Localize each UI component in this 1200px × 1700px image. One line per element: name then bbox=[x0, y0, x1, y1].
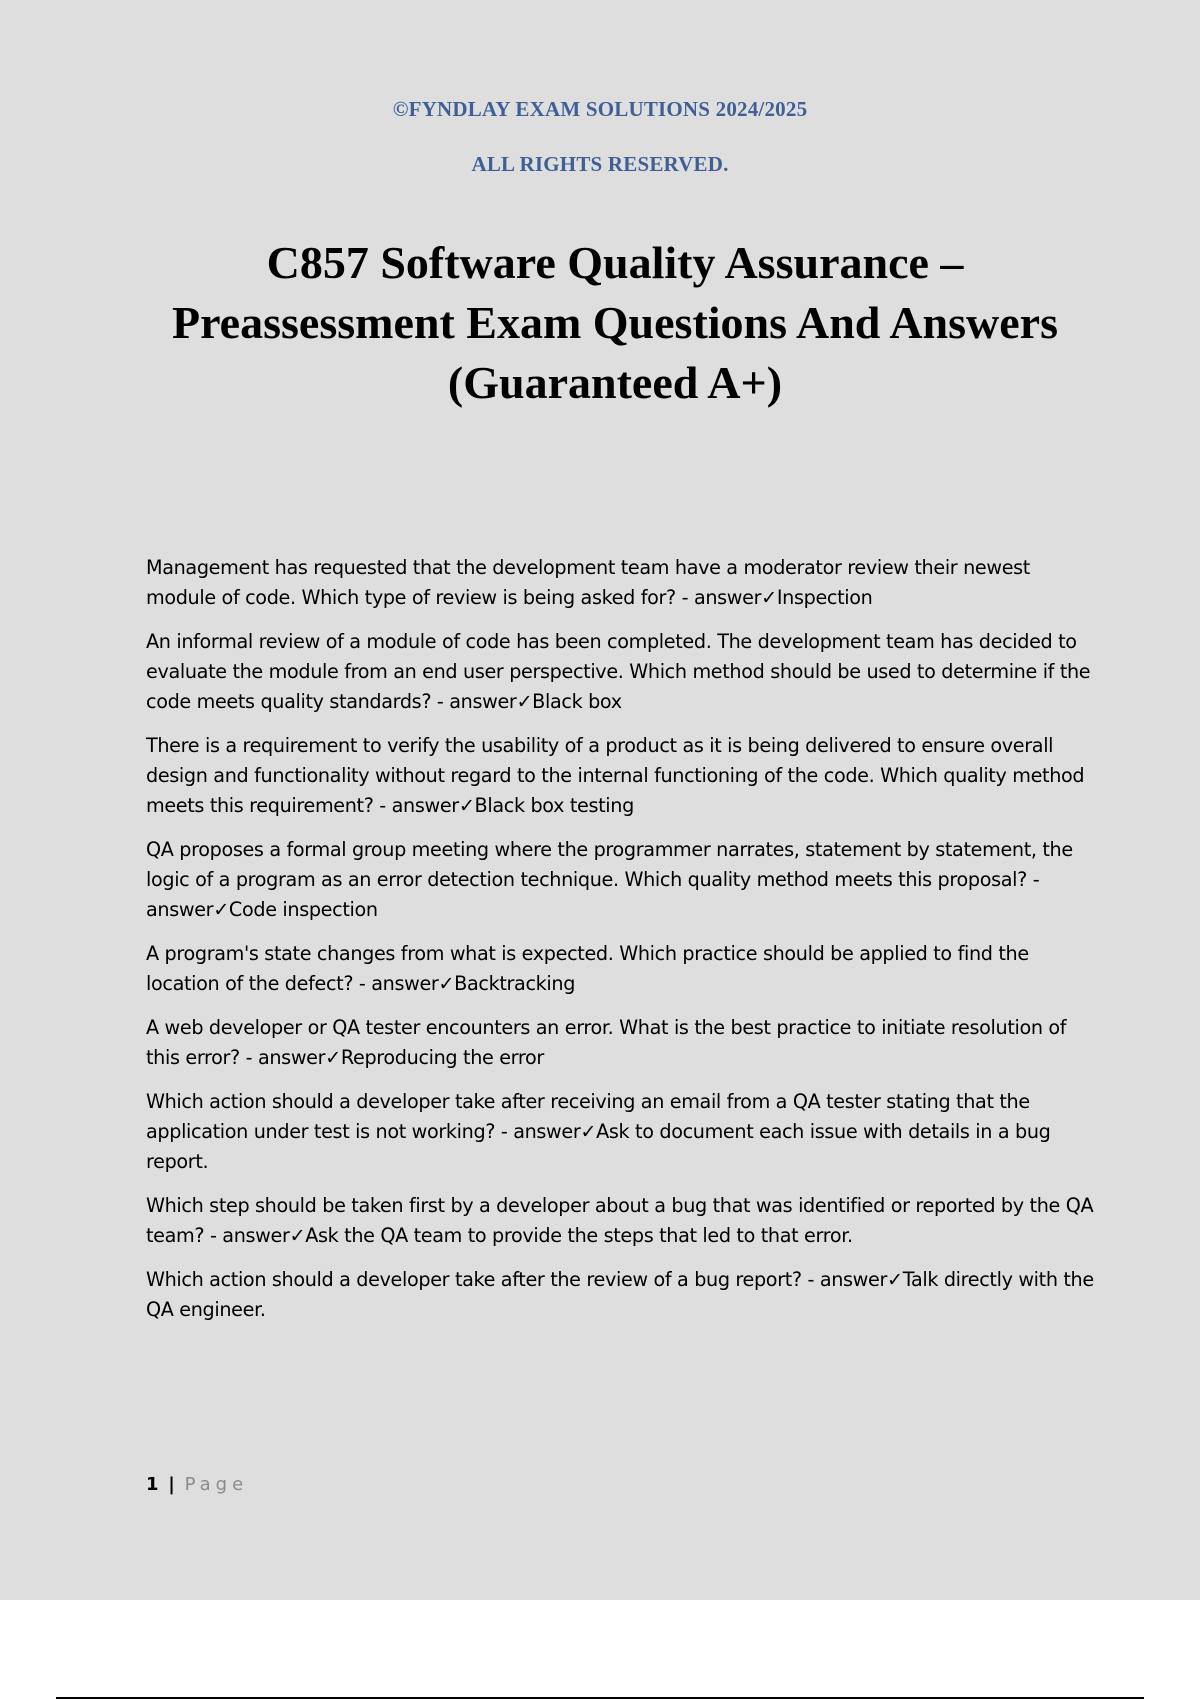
qa-item: Which step should be taken first by a developer about a bug that was identified or reported by the QA team? - answer✓Ask the QA team to provide the steps that led to that error. bbox=[146, 1194, 1094, 1247]
qa-item: Which action should a developer take after the review of a bug report? - answer✓Talk directly with the QA engineer. bbox=[146, 1268, 1094, 1321]
qa-item: A web developer or QA tester encounters an error. What is the best practice to initiate resolution of this error? - answer✓Reproducing the error bbox=[146, 1016, 1067, 1069]
page-number: 1 bbox=[146, 1474, 159, 1495]
footer-separator: | bbox=[168, 1474, 175, 1495]
qa-item: QA proposes a formal group meeting where the programmer narrates, statement by statement, the logic of a program as an error detection technique. Which quality method meets this proposal? - answer✓Code inspection bbox=[146, 838, 1073, 921]
page-label: Page bbox=[184, 1474, 249, 1495]
copyright-header: ©FYNDLAY EXAM SOLUTIONS 2024/2025 bbox=[392, 97, 808, 121]
qa-item: A program's state changes from what is expected. Which practice should be applied to find the location of the defect? - answer✓Backtracking bbox=[146, 942, 1029, 995]
document-title bbox=[120, 233, 1110, 413]
qa-item: Which action should a developer take after receiving an email from a QA tester stating that the application under test is not working? - answer✓Ask to document each issue with details in a bug report. bbox=[146, 1090, 1051, 1173]
qa-item: An informal review of a module of code has been completed. The development team has decided to evaluate the module from an end user perspective. Which method should be used to determine if the code meets quality standards? - answer✓Black box bbox=[146, 630, 1091, 713]
page-footer bbox=[146, 1474, 248, 1495]
question-answer-list bbox=[146, 553, 1096, 1339]
title-line-3: (Guaranteed A+) bbox=[447, 357, 783, 408]
title-line-2: Preassessment Exam Questions And Answers bbox=[172, 297, 1058, 348]
title-line-1: C857 Software Quality Assurance – bbox=[266, 237, 964, 288]
qa-item: There is a requirement to verify the usability of a product as it is being delivered to ensure overall design and functionality without regard to the internal functioning of the code. Which quality method meets this requirement? - answer✓Black box testing bbox=[146, 734, 1085, 817]
rights-reserved-header: ALL RIGHTS RESERVED. bbox=[471, 152, 729, 176]
qa-item: Management has requested that the development team have a moderator review their newest module of code. Which type of review is being asked for? - answer✓Inspection bbox=[146, 556, 1030, 609]
bottom-divider bbox=[56, 1697, 1144, 1699]
